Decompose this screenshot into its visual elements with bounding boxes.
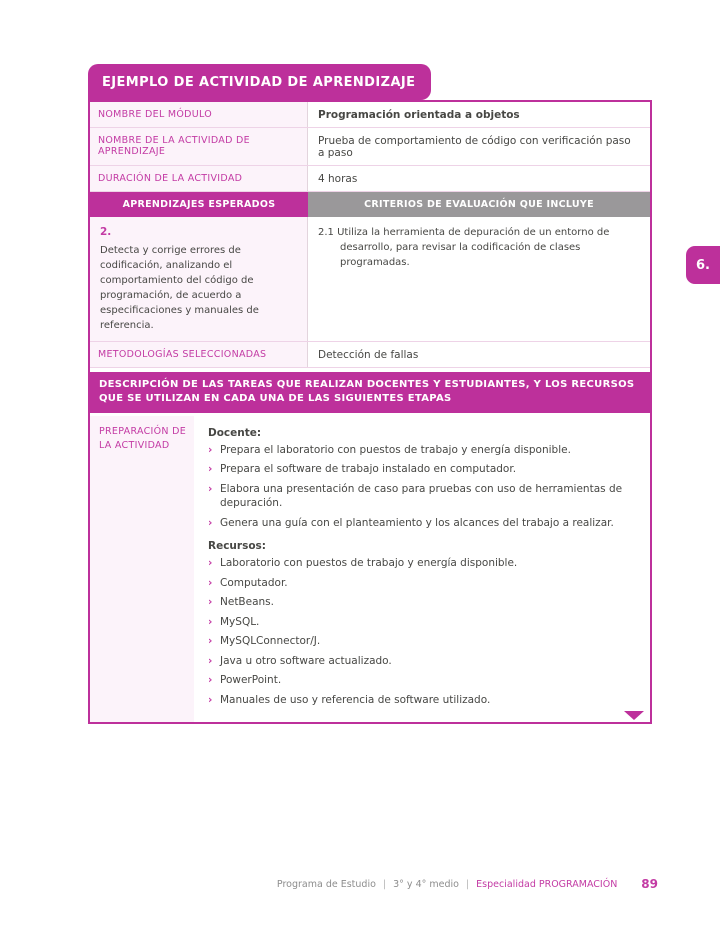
page-number: 89 (641, 877, 658, 891)
bullet-item (208, 634, 638, 648)
row-label-activity-name: NOMBRE DE LA ACTIVIDAD DE APRENDIZAJE (90, 128, 308, 165)
bullet-text: PowerPoint. (220, 674, 282, 687)
activity-table (88, 100, 652, 724)
page-title: EJEMPLO DE ACTIVIDAD DE APRENDIZAJE (88, 64, 431, 100)
row-label-methodology: METODOLOGÍAS SELECCIONADAS (90, 342, 308, 367)
table-row (90, 166, 650, 192)
row-value-activity-name: Prueba de comportamiento de código con verificación paso a paso (308, 128, 650, 165)
recursos-heading: Recursos: (208, 540, 266, 553)
bullet-arrow-icon: › (208, 576, 213, 589)
stage-content (194, 416, 650, 722)
bullet-text: Genera una guía con el planteamiento y los alcances del trabajo a realizar. (220, 516, 614, 529)
row-label-module: NOMBRE DEL MÓDULO (90, 102, 308, 127)
bullet-text: Prepara el laboratorio con puestos de trabajo y energía disponible. (220, 443, 571, 456)
footer-specialty: Especialidad PROGRAMACIÓN (476, 878, 618, 890)
table-row (90, 342, 650, 368)
table-row (90, 128, 650, 166)
criteria-cell (308, 217, 650, 341)
bullet-arrow-icon: › (208, 596, 213, 609)
bullet-arrow-icon: › (208, 693, 213, 706)
footer-separator: | (465, 878, 470, 890)
docente-list (208, 443, 638, 530)
objective-criteria-row (90, 217, 650, 342)
bullet-arrow-icon: › (208, 482, 213, 495)
table-row (90, 102, 650, 128)
bullet-text: NetBeans. (220, 596, 274, 609)
bullet-item (208, 673, 638, 687)
bullet-text: Java u otro software actualizado. (220, 654, 392, 667)
bullet-arrow-icon: › (208, 516, 213, 529)
header-aprendizajes: APRENDIZAJES ESPERADOS (90, 192, 308, 217)
bullet-text: Prepara el software de trabajo instalado en computador. (220, 463, 517, 476)
bullet-item (208, 516, 638, 530)
bullet-item (208, 693, 638, 707)
description-band: DESCRIPCIÓN DE LAS TAREAS QUE REALIZAN DOCENTES Y ESTUDIANTES, Y LOS RECURSOS QUE SE UTILIZAN EN CADA UNA DE LAS SIGUIENTES ETAPAS (90, 372, 650, 413)
footer-separator: | (382, 878, 387, 890)
objective-number: 2. (100, 226, 112, 238)
chapter-side-tab: 6. (686, 246, 720, 284)
bullet-item (208, 595, 638, 609)
bullet-text: MySQLConnector/J. (220, 635, 321, 648)
criteria-number: 2.1 (318, 227, 334, 238)
bullet-item (208, 443, 638, 457)
bullet-arrow-icon: › (208, 635, 213, 648)
footer-grade: 3° y 4° medio (393, 878, 459, 890)
row-label-duration: DURACIÓN DE LA ACTIVIDAD (90, 166, 308, 191)
column-headers (90, 192, 650, 217)
bullet-text: Elabora una presentación de caso para pruebas con uso de herramientas de depuración. (220, 482, 623, 510)
bullet-text: Manuales de uso y referencia de software utilizado. (220, 693, 491, 706)
bullet-arrow-icon: › (208, 443, 213, 456)
bullet-arrow-icon: › (208, 654, 213, 667)
bullet-arrow-icon: › (208, 557, 213, 570)
stage-label: PREPARACIÓN DE LA ACTIVIDAD (90, 416, 194, 722)
row-value-duration: 4 horas (308, 166, 650, 191)
bullet-arrow-icon: › (208, 615, 213, 628)
docente-heading: Docente: (208, 426, 262, 439)
row-value-module: Programación orientada a objetos (308, 102, 650, 127)
stage-row (90, 416, 650, 722)
continuation-arrow-icon (624, 711, 644, 720)
header-criterios: CRITERIOS DE EVALUACIÓN QUE INCLUYE (308, 192, 650, 217)
recursos-list (208, 556, 638, 707)
page-footer (277, 877, 658, 891)
bullet-item (208, 654, 638, 668)
bullet-item (208, 462, 638, 476)
bullet-arrow-icon: › (208, 674, 213, 687)
bullet-item (208, 576, 638, 590)
bullet-item (208, 615, 638, 629)
criteria-text: Utiliza la herramienta de depuración de un entorno de desarrollo, para revisar la codificación de clases programadas. (337, 227, 610, 268)
bullet-item (208, 482, 638, 511)
bullet-item (208, 556, 638, 570)
bullet-arrow-icon: › (208, 463, 213, 476)
bullet-text: Laboratorio con puestos de trabajo y energía disponible. (220, 557, 518, 570)
row-value-methodology: Detección de fallas (308, 342, 650, 367)
criteria-paragraph (318, 225, 640, 270)
footer-program: Programa de Estudio (276, 878, 376, 890)
bullet-text: MySQL. (220, 615, 260, 628)
bullet-text: Computador. (220, 576, 288, 589)
objective-text: Detecta y corrige errores de codificación, analizando el comportamiento del código de programación, de acuerdo a especificaciones y manuales de referencia. (100, 244, 259, 331)
learning-objective-cell (90, 217, 308, 341)
